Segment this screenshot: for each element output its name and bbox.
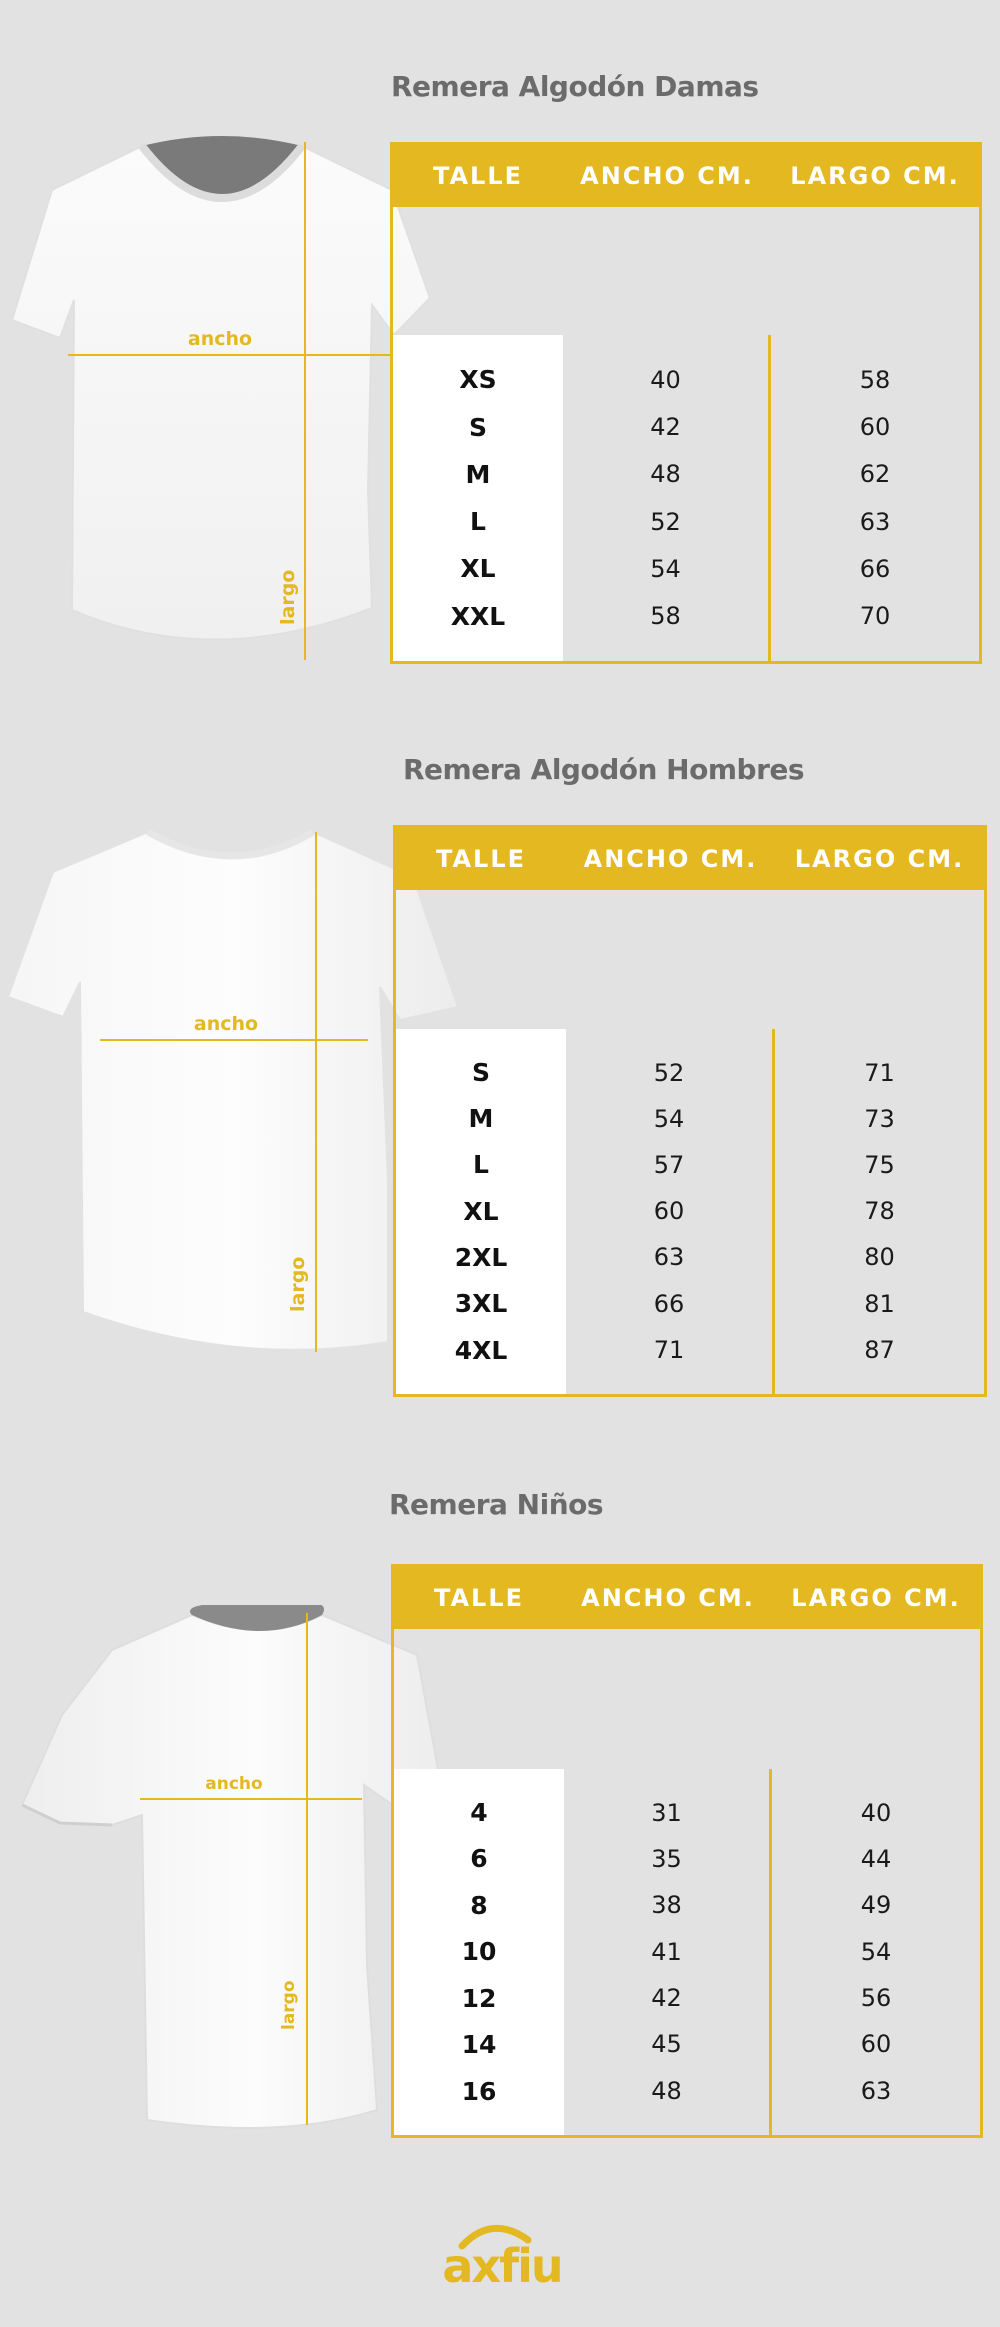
ancho-cell: 57 (653, 1151, 685, 1180)
men-tshirt-illustration (8, 822, 458, 1362)
ancho-cell: 45 (651, 2030, 682, 2059)
talle-cell: 4XL (454, 1335, 508, 1365)
largo-cell: 70 (859, 601, 891, 630)
talle-cell: XXL (450, 601, 506, 631)
ancho-column (564, 1769, 772, 2136)
section-title-hombres: Remera Algodón Hombres (403, 753, 805, 786)
largo-column (775, 1029, 984, 1395)
talle-cell: 10 (461, 1937, 497, 1967)
talle-cell: 16 (461, 2076, 497, 2106)
largo-cell: 71 (864, 1058, 895, 1087)
talle-cell: 8 (470, 1890, 488, 1920)
ancho-cell: 31 (651, 1798, 682, 1827)
section-title-ninos: Remera Niños (389, 1488, 604, 1521)
ancho-cell: 71 (653, 1335, 685, 1364)
largo-cell: 62 (859, 460, 891, 489)
talle-cell: M (468, 1104, 494, 1134)
talle-cell: 6 (470, 1844, 488, 1874)
talle-column (394, 1769, 564, 2136)
header-talle: TALLE (393, 145, 563, 207)
axfiu-logo (440, 2220, 565, 2290)
talle-cell: M (465, 459, 491, 489)
ancho-label: ancho (187, 328, 253, 350)
header-ancho: ANCHO CM. (566, 828, 775, 890)
talle-cell: 2XL (454, 1243, 508, 1273)
largo-cell: 80 (864, 1243, 895, 1272)
ancho-cell: 40 (650, 366, 681, 395)
ancho-cell: 63 (653, 1243, 685, 1272)
header-largo: LARGO CM. (771, 145, 979, 207)
talle-cell: S (468, 412, 487, 442)
talle-cell: L (473, 1150, 489, 1180)
size-table-hombres (393, 825, 987, 1397)
largo-cell: 56 (860, 1984, 892, 2013)
ancho-cell: 54 (650, 554, 681, 583)
largo-label: largo (287, 1256, 309, 1312)
ancho-cell: 52 (653, 1058, 685, 1087)
talle-cell: L (470, 507, 486, 537)
talle-cell: S (471, 1057, 490, 1087)
largo-cell: 87 (864, 1335, 895, 1364)
ancho-cell: 66 (653, 1289, 685, 1318)
largo-cell: 63 (859, 507, 891, 536)
logo-text: axfiu (442, 2239, 562, 2290)
largo-cell: 81 (864, 1289, 895, 1318)
ancho-cell: 41 (651, 1937, 682, 1966)
talle-cell: XL (463, 1196, 499, 1226)
ancho-column (566, 1029, 775, 1395)
talle-cell: 14 (461, 2030, 497, 2060)
ancho-cell: 60 (653, 1197, 685, 1226)
largo-cell: 63 (860, 2076, 892, 2105)
size-table-damas (390, 142, 982, 664)
talle-cell: XS (459, 365, 497, 395)
kids-tshirt-illustration (22, 1605, 442, 2135)
largo-cell: 44 (860, 1845, 892, 1874)
ancho-label: ancho (193, 1013, 259, 1035)
talle-cell: 4 (470, 1797, 488, 1827)
largo-column (771, 335, 979, 661)
ancho-cell: 42 (651, 1984, 682, 2013)
header-ancho: ANCHO CM. (563, 145, 771, 207)
largo-cell: 58 (859, 366, 891, 395)
header-ancho: ANCHO CM. (564, 1567, 772, 1629)
ancho-cell: 58 (650, 601, 681, 630)
largo-cell: 40 (860, 1798, 892, 1827)
section-title-damas: Remera Algodón Damas (391, 70, 759, 103)
largo-cell: 66 (859, 554, 891, 583)
largo-cell: 54 (860, 1937, 892, 1966)
largo-cell: 73 (864, 1104, 895, 1133)
ancho-column (563, 335, 771, 661)
ancho-cell: 48 (650, 460, 681, 489)
header-largo: LARGO CM. (772, 1567, 980, 1629)
ancho-cell: 42 (650, 413, 681, 442)
ancho-cell: 35 (651, 1845, 682, 1874)
ancho-cell: 54 (653, 1104, 685, 1133)
ancho-label: ancho (205, 1774, 263, 1794)
ancho-cell: 52 (650, 507, 681, 536)
talle-column (393, 335, 563, 661)
talle-cell: 12 (461, 1983, 497, 2013)
header-talle: TALLE (394, 1567, 564, 1629)
talle-column (396, 1029, 566, 1395)
largo-cell: 60 (859, 413, 891, 442)
header-talle: TALLE (396, 828, 566, 890)
talle-cell: XL (460, 554, 496, 584)
largo-cell: 60 (860, 2030, 892, 2059)
header-largo: LARGO CM. (775, 828, 984, 890)
women-tshirt-illustration (12, 130, 432, 670)
size-table-ninos (391, 1564, 983, 2138)
largo-cell: 75 (864, 1151, 895, 1180)
largo-column (772, 1769, 980, 2136)
largo-label: largo (277, 569, 299, 625)
talle-cell: 3XL (454, 1289, 508, 1319)
largo-cell: 78 (864, 1197, 895, 1226)
largo-label: largo (279, 1980, 299, 2030)
ancho-cell: 48 (651, 2076, 682, 2105)
largo-cell: 49 (860, 1891, 892, 1920)
ancho-cell: 38 (651, 1891, 682, 1920)
